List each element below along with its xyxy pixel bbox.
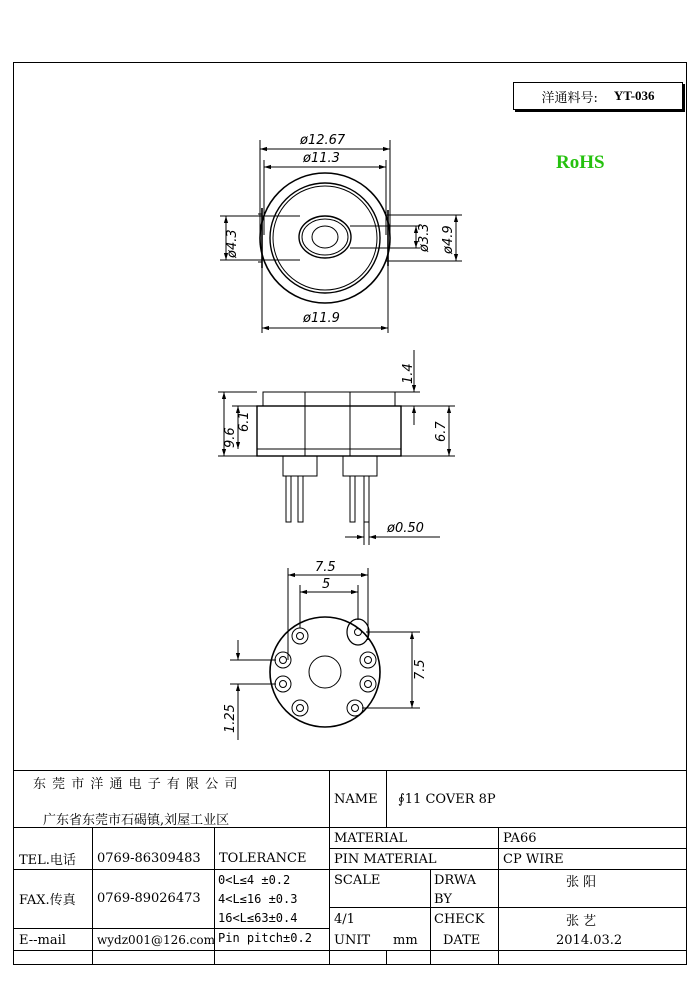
company-name: 东 莞 市 洋 通 电 子 有 限 公 司 (33, 776, 239, 792)
date-label: DATE (443, 932, 481, 948)
unit-value: mm (393, 932, 418, 948)
dim-outer-diameter: ø12.67 (300, 133, 346, 148)
tolerance-line-1: 0<L≤4 ±0.2 (218, 872, 291, 887)
dim-body-height: 6.1 (237, 411, 252, 432)
drawn-label-1: DRWA (434, 872, 477, 888)
part-number-label: 洋通料号: (541, 90, 598, 106)
pin-material-label: PIN MATERIAL (334, 851, 437, 867)
rohs-mark: RoHS (556, 152, 605, 173)
dim-inner-diameter: ø11.3 (303, 151, 340, 166)
drawn-by: 张 阳 (566, 874, 597, 890)
dim-pin-span-inner: 5 (322, 577, 331, 592)
pin-pitch: Pin pitch±0.2 (218, 931, 312, 945)
dim-top-step: 1.4 (401, 363, 416, 384)
material-value: PA66 (503, 830, 537, 846)
dim-pin-diameter: ø0.50 (387, 521, 424, 536)
title-block (13, 770, 687, 965)
tel-value: 0769-86309483 (97, 850, 201, 866)
dim-hole-diameter: ø3.3 (417, 223, 432, 252)
dim-pin-span-outer: 7.5 (315, 560, 336, 575)
tolerance-label: TOLERANCE (219, 850, 307, 866)
company-address: 广东省东莞市石碣镇,刘屋工业区 (43, 812, 230, 828)
drawn-label-2: BY (434, 891, 452, 907)
fax-value: 0769-89026473 (97, 890, 201, 906)
side-view (218, 350, 455, 545)
check-label: CHECK (434, 911, 485, 927)
date-value: 2014.03.2 (556, 932, 623, 948)
fax-label: FAX.传真 (19, 892, 76, 908)
email-value: wydz001@126.com (97, 933, 216, 947)
name-value: ∮11 COVER 8P (398, 791, 496, 807)
scale-label: SCALE (334, 872, 381, 888)
tolerance-line-3: 16<L≤63±0.4 (218, 910, 298, 925)
tolerance-line-2: 4<L≤16 ±0.3 (218, 891, 298, 906)
unit-label: UNIT (334, 932, 371, 948)
dim-right-body-height: 6.7 (434, 421, 449, 442)
scale-value: 4/1 (334, 911, 355, 927)
dim-vertical-span: 7.5 (413, 659, 428, 680)
dim-offset: 1.25 (223, 704, 238, 733)
dim-left-height: ø4.3 (225, 229, 240, 258)
part-number-value: YT-036 (613, 88, 655, 103)
email-label: E--mail (19, 932, 66, 948)
dim-right-height: ø4.9 (441, 225, 456, 254)
dim-body-diameter: ø11.9 (303, 311, 340, 326)
bottom-view (230, 568, 420, 740)
name-label: NAME (334, 791, 378, 807)
material-label: MATERIAL (334, 830, 408, 846)
pin-material-value: CP WIRE (503, 851, 564, 867)
checked-by: 张 艺 (566, 913, 597, 929)
dim-total-height: 9.6 (223, 427, 238, 448)
tel-label: TEL.电话 (19, 852, 76, 868)
